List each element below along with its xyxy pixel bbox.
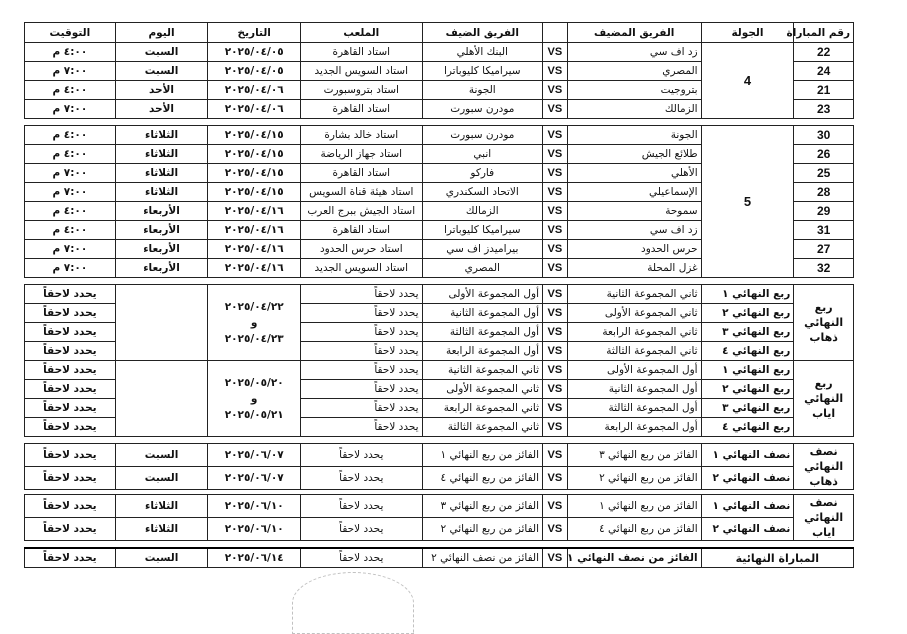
home-team: حرس الحدود <box>567 240 701 259</box>
home-team: ثاني المجموعة الرابعة <box>567 323 701 342</box>
match-date: ٢٠٢٥/٠٦/١٤ <box>208 548 301 568</box>
match-time: ٤:٠٠ م <box>25 126 116 145</box>
match-row <box>25 495 854 518</box>
match-number: 32 <box>794 259 854 278</box>
date-from: ٢٠٢٥/٠٥/٢٠ <box>224 376 284 389</box>
match-label: ربع النهائي ١ <box>701 361 794 380</box>
match-number: 23 <box>794 100 854 119</box>
vs-label: VS <box>543 380 568 399</box>
header-vs <box>543 23 568 43</box>
stadium: يحدد لاحقاً <box>301 285 423 304</box>
match-time: ٤:٠٠ م <box>25 221 116 240</box>
home-team: الإسماعيلي <box>567 183 701 202</box>
match-day <box>115 361 208 437</box>
away-team: فاركو <box>422 164 542 183</box>
away-team: ثاني المجموعة الأولى <box>422 380 542 399</box>
stage-label: ربع النهائي ذهاب <box>794 285 854 361</box>
home-team: الفائز من ربع النهائي ٢ <box>567 467 701 490</box>
match-day: السبت <box>115 62 208 81</box>
match-time: يحدد لاحقاً <box>25 518 116 541</box>
vs-label: VS <box>543 399 568 418</box>
match-label: نصف النهائي ١ <box>701 444 794 467</box>
date-and: و <box>250 392 258 405</box>
stadium: استاد الجيش ببرج العرب <box>301 202 423 221</box>
match-number: 22 <box>794 43 854 62</box>
match-number: 31 <box>794 221 854 240</box>
match-day: الثلاثاء <box>115 518 208 541</box>
home-team: ثاني المجموعة الثالثة <box>567 342 701 361</box>
match-time: يحدد لاحقاً <box>25 342 116 361</box>
round-number: 4 <box>701 43 794 119</box>
vs-label: VS <box>543 62 568 81</box>
official-stamp <box>292 572 414 634</box>
match-date: ٢٠٢٥/٠٤/١٦ <box>208 240 301 259</box>
stadium: يحدد لاحقاً <box>301 399 423 418</box>
stadium: يحدد لاحقاً <box>301 548 423 568</box>
match-time: يحدد لاحقاً <box>25 495 116 518</box>
home-team: أول المجموعة الرابعة <box>567 418 701 437</box>
match-day: السبت <box>115 548 208 568</box>
home-team: المصري <box>567 62 701 81</box>
schedule-table <box>24 22 854 568</box>
section-gap <box>25 541 854 549</box>
stadium: استاد خالد بشارة <box>301 126 423 145</box>
home-team: زد اف سي <box>567 221 701 240</box>
vs-label: VS <box>543 467 568 490</box>
match-day: الثلاثاء <box>115 183 208 202</box>
match-label: نصف النهائي ٢ <box>701 518 794 541</box>
match-date: ٢٠٢٥/٠٤/١٦ <box>208 221 301 240</box>
match-date: ٢٠٢٥/٠٦/٠٧ <box>208 444 301 467</box>
match-time: ٧:٠٠ م <box>25 100 116 119</box>
away-team: بيراميدز اف سي <box>422 240 542 259</box>
away-team: أول المجموعة الثالثة <box>422 323 542 342</box>
stadium: يحدد لاحقاً <box>301 342 423 361</box>
gap-cell <box>25 278 854 285</box>
stadium: استاد هيئة قناة السويس <box>301 183 423 202</box>
away-team: مودرن سبورت <box>422 126 542 145</box>
stadium: استاد القاهرة <box>301 100 423 119</box>
match-date: ٢٠٢٥/٠٤/١٥ <box>208 126 301 145</box>
stadium: يحدد لاحقاً <box>301 518 423 541</box>
home-team: طلائع الجيش <box>567 145 701 164</box>
match-day: السبت <box>115 43 208 62</box>
vs-label: VS <box>543 304 568 323</box>
schedule-body <box>25 43 854 568</box>
vs-label: VS <box>543 495 568 518</box>
round-number: 5 <box>701 126 794 278</box>
match-label: ربع النهائي ٤ <box>701 342 794 361</box>
stadium: يحدد لاحقاً <box>301 380 423 399</box>
match-date: ٢٠٢٥/٠٤/٠٦ <box>208 81 301 100</box>
stadium: استاد جهاز الرياضة <box>301 145 423 164</box>
match-label: ربع النهائي ٣ <box>701 399 794 418</box>
vs-label: VS <box>543 164 568 183</box>
match-label: ربع النهائي ٢ <box>701 380 794 399</box>
away-team: ثاني المجموعة الثانية <box>422 361 542 380</box>
home-team: غزل المحلة <box>567 259 701 278</box>
match-time: يحدد لاحقاً <box>25 548 116 568</box>
match-day: الثلاثاء <box>115 126 208 145</box>
home-team: الفائز من ربع النهائي ٤ <box>567 518 701 541</box>
match-time: يحدد لاحقاً <box>25 399 116 418</box>
away-team: الفائز من ربع النهائي ٤ <box>422 467 542 490</box>
vs-label: VS <box>543 259 568 278</box>
match-time: ٧:٠٠ م <box>25 240 116 259</box>
match-date: ٢٠٢٥/٠٤/٠٦ <box>208 100 301 119</box>
stadium: يحدد لاحقاً <box>301 418 423 437</box>
stadium: استاد القاهرة <box>301 43 423 62</box>
match-time: يحدد لاحقاً <box>25 285 116 304</box>
home-team: أول المجموعة الأولى <box>567 361 701 380</box>
vs-label: VS <box>543 418 568 437</box>
vs-label: VS <box>543 221 568 240</box>
date-from: ٢٠٢٥/٠٤/٢٢ <box>224 300 284 313</box>
match-time: يحدد لاحقاً <box>25 444 116 467</box>
match-day <box>115 285 208 361</box>
match-time: ٤:٠٠ م <box>25 43 116 62</box>
away-team: ثاني المجموعة الثالثة <box>422 418 542 437</box>
stage-label: نصف النهائي ذهاب <box>794 444 854 490</box>
match-date: ٢٠٢٥/٠٤/١٥ <box>208 183 301 202</box>
away-team: ثاني المجموعة الرابعة <box>422 399 542 418</box>
match-time: ٤:٠٠ م <box>25 145 116 164</box>
match-label: نصف النهائي ٢ <box>701 467 794 490</box>
gap-cell <box>25 119 854 126</box>
match-number: 29 <box>794 202 854 221</box>
gap-cell <box>25 541 854 549</box>
match-day: الأحد <box>115 100 208 119</box>
vs-label: VS <box>543 361 568 380</box>
match-date: ٢٠٢٥/٠٦/١٠ <box>208 518 301 541</box>
match-time: ٤:٠٠ م <box>25 202 116 221</box>
match-row <box>25 444 854 467</box>
match-time: يحدد لاحقاً <box>25 361 116 380</box>
home-team: أول المجموعة الثانية <box>567 380 701 399</box>
vs-label: VS <box>543 285 568 304</box>
match-day: السبت <box>115 467 208 490</box>
match-number: 27 <box>794 240 854 259</box>
away-team: أول المجموعة الأولى <box>422 285 542 304</box>
header-round: الجولة <box>701 23 794 43</box>
away-team: الفائز من ربع النهائي ١ <box>422 444 542 467</box>
section-gap <box>25 278 854 285</box>
gap-cell <box>25 437 854 444</box>
header-day: اليوم <box>115 23 208 43</box>
match-number: 24 <box>794 62 854 81</box>
header-date: التاريخ <box>208 23 301 43</box>
date-to: ٢٠٢٥/٠٤/٢٣ <box>224 332 284 345</box>
vs-label: VS <box>543 518 568 541</box>
away-team: الفائز من ربع النهائي ٢ <box>422 518 542 541</box>
away-team: الفائز من ربع النهائي ٣ <box>422 495 542 518</box>
home-team: الفائز من ربع النهائي ١ <box>567 495 701 518</box>
match-row <box>25 467 854 490</box>
home-team: سموحة <box>567 202 701 221</box>
stadium: يحدد لاحقاً <box>301 304 423 323</box>
stadium: استاد القاهرة <box>301 221 423 240</box>
match-time: يحدد لاحقاً <box>25 418 116 437</box>
vs-label: VS <box>543 145 568 164</box>
match-time: يحدد لاحقاً <box>25 380 116 399</box>
match-row <box>25 285 854 304</box>
stadium: يحدد لاحقاً <box>301 361 423 380</box>
header-home: الفريق المضيف <box>567 23 701 43</box>
stadium: يحدد لاحقاً <box>301 495 423 518</box>
away-team: سيراميكا كليوباترا <box>422 62 542 81</box>
match-date: ٢٠٢٥/٠٤/٠٥ <box>208 43 301 62</box>
match-number: 21 <box>794 81 854 100</box>
match-day: الأحد <box>115 81 208 100</box>
match-number: 26 <box>794 145 854 164</box>
home-team: ثاني المجموعة الأولى <box>567 304 701 323</box>
stage-label: ربع النهائي اياب <box>794 361 854 437</box>
vs-label: VS <box>543 323 568 342</box>
header-row <box>25 23 854 43</box>
match-time: ٤:٠٠ م <box>25 81 116 100</box>
match-label: ربع النهائي ٤ <box>701 418 794 437</box>
match-row <box>25 43 854 62</box>
away-team: الزمالك <box>422 202 542 221</box>
match-date: ٢٠٢٥/٠٦/١٠ <box>208 495 301 518</box>
match-time: يحدد لاحقاً <box>25 304 116 323</box>
stadium: استاد حرس الحدود <box>301 240 423 259</box>
match-date: ٢٠٢٥/٠٤/٠٥ <box>208 62 301 81</box>
match-time: ٧:٠٠ م <box>25 183 116 202</box>
match-row <box>25 518 854 541</box>
vs-label: VS <box>543 202 568 221</box>
stadium: يحدد لاحقاً <box>301 444 423 467</box>
date-range <box>208 361 301 437</box>
stadium: استاد بتروسبورت <box>301 81 423 100</box>
vs-label: VS <box>543 240 568 259</box>
final-label: المباراة النهائية <box>701 548 853 568</box>
section-gap <box>25 119 854 126</box>
away-team: الجونة <box>422 81 542 100</box>
away-team: أول المجموعة الثانية <box>422 304 542 323</box>
stadium: استاد القاهرة <box>301 164 423 183</box>
match-day: السبت <box>115 444 208 467</box>
match-time: ٧:٠٠ م <box>25 259 116 278</box>
away-team: البنك الأهلي <box>422 43 542 62</box>
header-away: الفريق الضيف <box>422 23 542 43</box>
stadium: يحدد لاحقاً <box>301 323 423 342</box>
match-date: ٢٠٢٥/٠٤/١٦ <box>208 259 301 278</box>
away-team: سيراميكا كليوباترا <box>422 221 542 240</box>
stage-label: نصف النهائي اياب <box>794 495 854 541</box>
home-team: الزمالك <box>567 100 701 119</box>
match-time: يحدد لاحقاً <box>25 323 116 342</box>
away-team: الاتحاد السكندري <box>422 183 542 202</box>
match-time: يحدد لاحقاً <box>25 467 116 490</box>
home-team: بتروجيت <box>567 81 701 100</box>
match-day: الثلاثاء <box>115 145 208 164</box>
match-row <box>25 361 854 380</box>
away-team: مودرن سبورت <box>422 100 542 119</box>
home-team: زد اف سي <box>567 43 701 62</box>
match-day: الأربعاء <box>115 240 208 259</box>
away-team: المصري <box>422 259 542 278</box>
vs-label: VS <box>543 183 568 202</box>
match-label: ربع النهائي ٢ <box>701 304 794 323</box>
match-date: ٢٠٢٥/٠٤/١٦ <box>208 202 301 221</box>
header-match-no: رقم المباراة <box>794 23 854 43</box>
vs-label: VS <box>543 126 568 145</box>
match-day: الأربعاء <box>115 202 208 221</box>
stadium: يحدد لاحقاً <box>301 467 423 490</box>
header-time: التوقيت <box>25 23 116 43</box>
header-stadium: الملعب <box>301 23 423 43</box>
home-team: الجونة <box>567 126 701 145</box>
final-row <box>25 548 854 568</box>
match-time: ٧:٠٠ م <box>25 62 116 81</box>
stadium: استاد السويس الجديد <box>301 259 423 278</box>
match-number: 25 <box>794 164 854 183</box>
match-day: الثلاثاء <box>115 495 208 518</box>
match-date: ٢٠٢٥/٠٤/١٥ <box>208 164 301 183</box>
match-date: ٢٠٢٥/٠٦/٠٧ <box>208 467 301 490</box>
home-team: أول المجموعة الثالثة <box>567 399 701 418</box>
vs-label: VS <box>543 444 568 467</box>
vs-label: VS <box>543 81 568 100</box>
match-number: 28 <box>794 183 854 202</box>
home-team: الأهلي <box>567 164 701 183</box>
match-label: ربع النهائي ٣ <box>701 323 794 342</box>
home-team: ثاني المجموعة الثانية <box>567 285 701 304</box>
vs-label: VS <box>543 43 568 62</box>
match-day: الثلاثاء <box>115 164 208 183</box>
match-label: نصف النهائي ١ <box>701 495 794 518</box>
home-team: الفائز من ربع النهائي ٣ <box>567 444 701 467</box>
match-date: ٢٠٢٥/٠٤/١٥ <box>208 145 301 164</box>
match-number: 30 <box>794 126 854 145</box>
stadium: استاد السويس الجديد <box>301 62 423 81</box>
match-label: ربع النهائي ١ <box>701 285 794 304</box>
home-team: الفائز من نصف النهائي ١ <box>567 548 701 568</box>
date-and: و <box>250 316 258 329</box>
away-team: انبي <box>422 145 542 164</box>
match-row <box>25 126 854 145</box>
vs-label: VS <box>543 548 568 568</box>
match-day: الأربعاء <box>115 221 208 240</box>
vs-label: VS <box>543 100 568 119</box>
away-team: الفائز من نصف النهائي ٢ <box>422 548 542 568</box>
date-to: ٢٠٢٥/٠٥/٢١ <box>224 408 284 421</box>
match-day: الأربعاء <box>115 259 208 278</box>
away-team: أول المجموعة الرابعة <box>422 342 542 361</box>
section-gap <box>25 437 854 444</box>
vs-label: VS <box>543 342 568 361</box>
match-time: ٧:٠٠ م <box>25 164 116 183</box>
date-range <box>208 285 301 361</box>
